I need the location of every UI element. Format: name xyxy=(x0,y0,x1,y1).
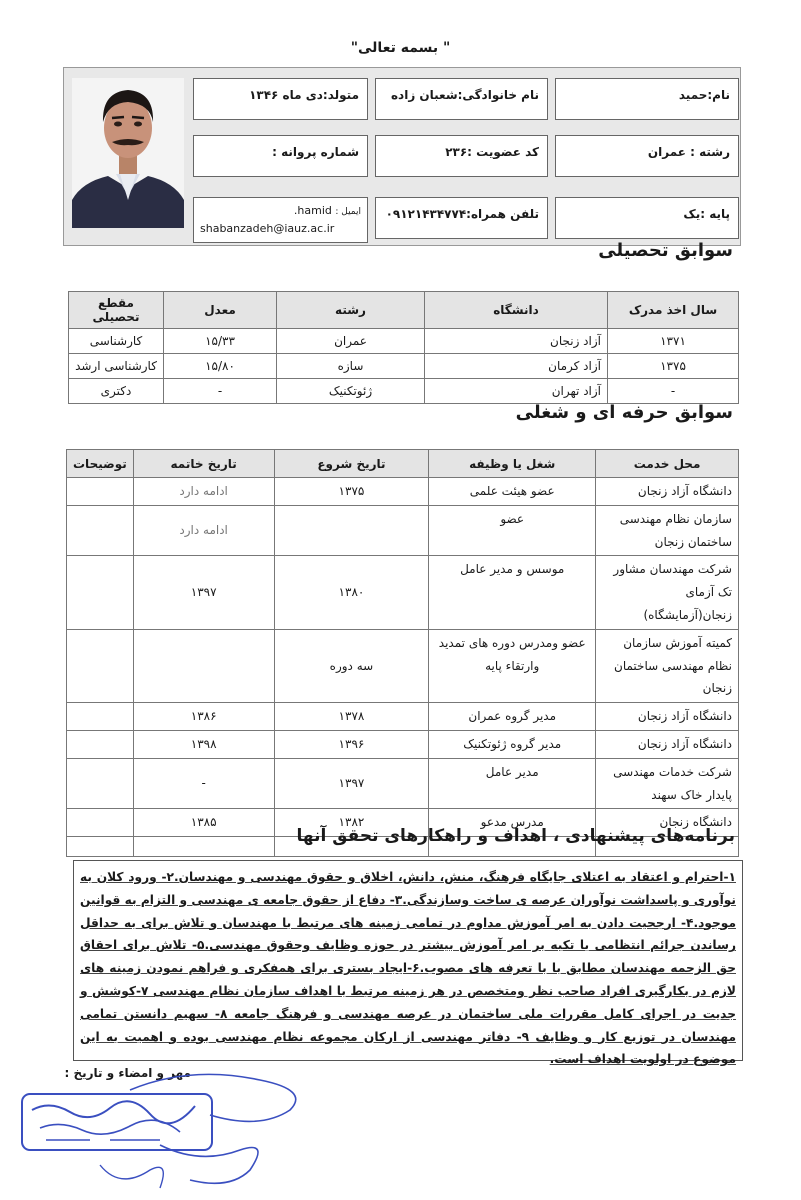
job-cell xyxy=(67,478,134,506)
job-cell: ۱۳۸۶ xyxy=(133,703,274,731)
goals-paragraph xyxy=(80,866,736,1071)
email-user: hamid. xyxy=(293,204,332,217)
edu-cell: کارشناسی xyxy=(69,329,164,354)
job-cell: کمیته آموزش سازمان نظام مهندسی ساختمان زنجان xyxy=(596,629,739,702)
job-cell: سازمان نظام مهندسی ساختمان زنجان xyxy=(596,505,739,556)
edu-header-degree: مقطع تحصیلی xyxy=(69,292,164,329)
job-header-place: محل خدمت xyxy=(596,450,739,478)
field-of-study-field: رشته : عمران xyxy=(555,135,739,177)
table-row xyxy=(67,629,739,702)
edu-cell: ژئوتکنیک xyxy=(277,379,425,404)
job-cell: مدیر عامل xyxy=(429,758,596,809)
job-cell: دانشگاه آزاد زنجان xyxy=(596,730,739,758)
job-cell: سه دوره xyxy=(274,629,429,702)
birth-date-field: متولد:دی ماه ۱۳۴۶ xyxy=(193,78,368,120)
table-row xyxy=(69,354,739,379)
edu-header-gpa: معدل xyxy=(164,292,277,329)
edu-cell: آزاد تهران xyxy=(425,379,608,404)
job-cell xyxy=(67,703,134,731)
job-cell: ۱۳۸۲ xyxy=(274,809,429,837)
job-cell: عضو ومدرس دوره های تمدید وارتقاء پایه xyxy=(429,629,596,702)
edu-header-field: رشته xyxy=(277,292,425,329)
table-row xyxy=(67,556,739,629)
job-cell xyxy=(67,730,134,758)
edu-cell: کارشناسی ارشد xyxy=(69,354,164,379)
edu-cell: دکتری xyxy=(69,379,164,404)
edu-cell: سازه xyxy=(277,354,425,379)
table-row xyxy=(69,329,739,354)
table-row xyxy=(69,379,739,404)
job-cell xyxy=(67,809,134,837)
job-cell: ۱۳۸۰ xyxy=(274,556,429,629)
goals-section-title: برنامه‌های پیشنهادی ، اهداف و راهکارهای تحقق آنها xyxy=(296,826,735,846)
job-cell: ۱۳۷۵ xyxy=(274,478,429,506)
job-cell: مدیر گروه عمران xyxy=(429,703,596,731)
job-cell: ادامه دارد xyxy=(133,478,274,506)
grade-field: پایه :یک xyxy=(555,197,739,239)
job-cell: ۱۳۹۸ xyxy=(133,730,274,758)
email-field xyxy=(193,197,368,243)
job-cell: دانشگاه آزاد زنجان xyxy=(596,478,739,506)
table-row xyxy=(67,505,739,556)
job-cell: ۱۳۹۶ xyxy=(274,730,429,758)
job-cell xyxy=(133,837,274,857)
email-label: ایمیل : xyxy=(335,207,361,217)
signature-stamp xyxy=(10,1070,320,1195)
edu-header-university: دانشگاه xyxy=(425,292,608,329)
job-cell: ۱۳۹۷ xyxy=(133,556,274,629)
edu-cell: - xyxy=(608,379,739,404)
goals-text: ۱-احترام و اعتقاد به اعتلای جایگاه فرهنگ، منش، دانش، اخلاق و حقوق مهندسی و مهندسان.۲- ورود کلان به نوآوری و پاسداشت نوآوران عرصه ی ساخت وسازندگی.۳- دفاع از حقوق جامعه ی مهندسی و التزام به قوانین موجود.۴- ارجحیت دادن به امر آموزش مداوم در تمامی زمینه های مرتبط با مهندسان و تلاش برای به حداقل رساندن جرائم انتظامی با تکیه بر امر آموزش بیشتر در حوزه وظایف وحقوق مهندسی.۵- تلاش برای احقاق حق الزحمه مهندسان مطابق با با تعرفه های مصوب.۶-ایجاد بستری برای همفکری و فراهم نمودن زمینه های لازم در بکارگیری افراد صاحب نظر ومتخصص در هر زمینه مرتبط با اهداف سازمان نظام مهندسی ۷-کوشش و جدیت در اجرای کامل مقررات ملی ساختمان در عرصه مهندسی و فرهنگ جامعه ۸- سهیم دانستن تمامی مهندسان در توزیع کار و وظایف ۹- دفاتر مهندسی از ارکان مجموعه نظام مهندسی بوده و اهمیت به این موضوع در اولویت اهداف است. xyxy=(80,870,737,1067)
job-cell: عضو xyxy=(429,505,596,556)
table-row xyxy=(67,758,739,809)
job-cell: موسس و مدیر عامل xyxy=(429,556,596,629)
job-cell: ۱۳۸۵ xyxy=(133,809,274,837)
mobile-field: تلفن همراه:۰۹۱۲۱۴۳۴۷۷۴ xyxy=(375,197,548,239)
career-table xyxy=(66,449,739,857)
email-address: shabanzadeh@iauz.ac.ir xyxy=(200,221,335,235)
job-header-role: شغل یا وظیفه xyxy=(429,450,596,478)
job-cell: ادامه دارد xyxy=(133,505,274,556)
job-cell: مدرس مدعو xyxy=(429,809,596,837)
job-cell xyxy=(67,629,134,702)
license-number-field: شماره پروانه : xyxy=(193,135,368,177)
table-row xyxy=(67,730,739,758)
job-header-notes: توضیحات xyxy=(67,450,134,478)
job-cell: دانشگاه آزاد زنجان xyxy=(596,703,739,731)
job-cell xyxy=(133,629,274,702)
job-cell: مدیر گروه ژئوتکنیک xyxy=(429,730,596,758)
signature-label: مهر و امضاء و تاریخ : xyxy=(64,1066,191,1080)
job-cell xyxy=(67,758,134,809)
edu-cell: عمران xyxy=(277,329,425,354)
job-cell: ۱۳۷۸ xyxy=(274,703,429,731)
job-cell xyxy=(67,505,134,556)
edu-cell: - xyxy=(164,379,277,404)
membership-code-field: کد عضویت :۲۳۶ xyxy=(375,135,548,177)
table-row xyxy=(67,703,739,731)
job-cell xyxy=(274,505,429,556)
job-cell: - xyxy=(133,758,274,809)
job-cell: شرکت خدمات مهندسی پایدار خاک سهند xyxy=(596,758,739,809)
job-header-end: تاریخ خاتمه xyxy=(133,450,274,478)
edu-cell: آزاد کرمان xyxy=(425,354,608,379)
career-section-title: سوابق حرفه ای و شغلی xyxy=(515,402,733,423)
education-section-title: سوابق تحصیلی xyxy=(598,240,733,261)
job-cell: ۱۳۹۷ xyxy=(274,758,429,809)
edu-cell: ۱۳۷۵ xyxy=(608,354,739,379)
job-cell: دانشگاه زنجان xyxy=(596,809,739,837)
edu-cell: ۱۵/۳۳ xyxy=(164,329,277,354)
job-cell: شرکت مهندسان مشاور تک آزمای زنجان(آزمایشگاه) xyxy=(596,556,739,629)
page-heading-bismillah: " بسمه تعالی" xyxy=(350,40,451,56)
edu-header-year: سال اخذ مدرک xyxy=(608,292,739,329)
education-table xyxy=(68,291,739,404)
edu-cell: ۱۵/۸۰ xyxy=(164,354,277,379)
edu-cell: آزاد زنجان xyxy=(425,329,608,354)
table-row xyxy=(67,478,739,506)
job-cell xyxy=(67,837,134,857)
last-name-field: نام خانوادگی:شعبان زاده xyxy=(375,78,548,120)
profile-photo xyxy=(72,78,184,228)
job-cell: عضو هیئت علمی xyxy=(429,478,596,506)
first-name-field: نام:حمید xyxy=(555,78,739,120)
edu-cell: ۱۳۷۱ xyxy=(608,329,739,354)
job-cell xyxy=(67,556,134,629)
job-header-start: تاریخ شروع xyxy=(274,450,429,478)
